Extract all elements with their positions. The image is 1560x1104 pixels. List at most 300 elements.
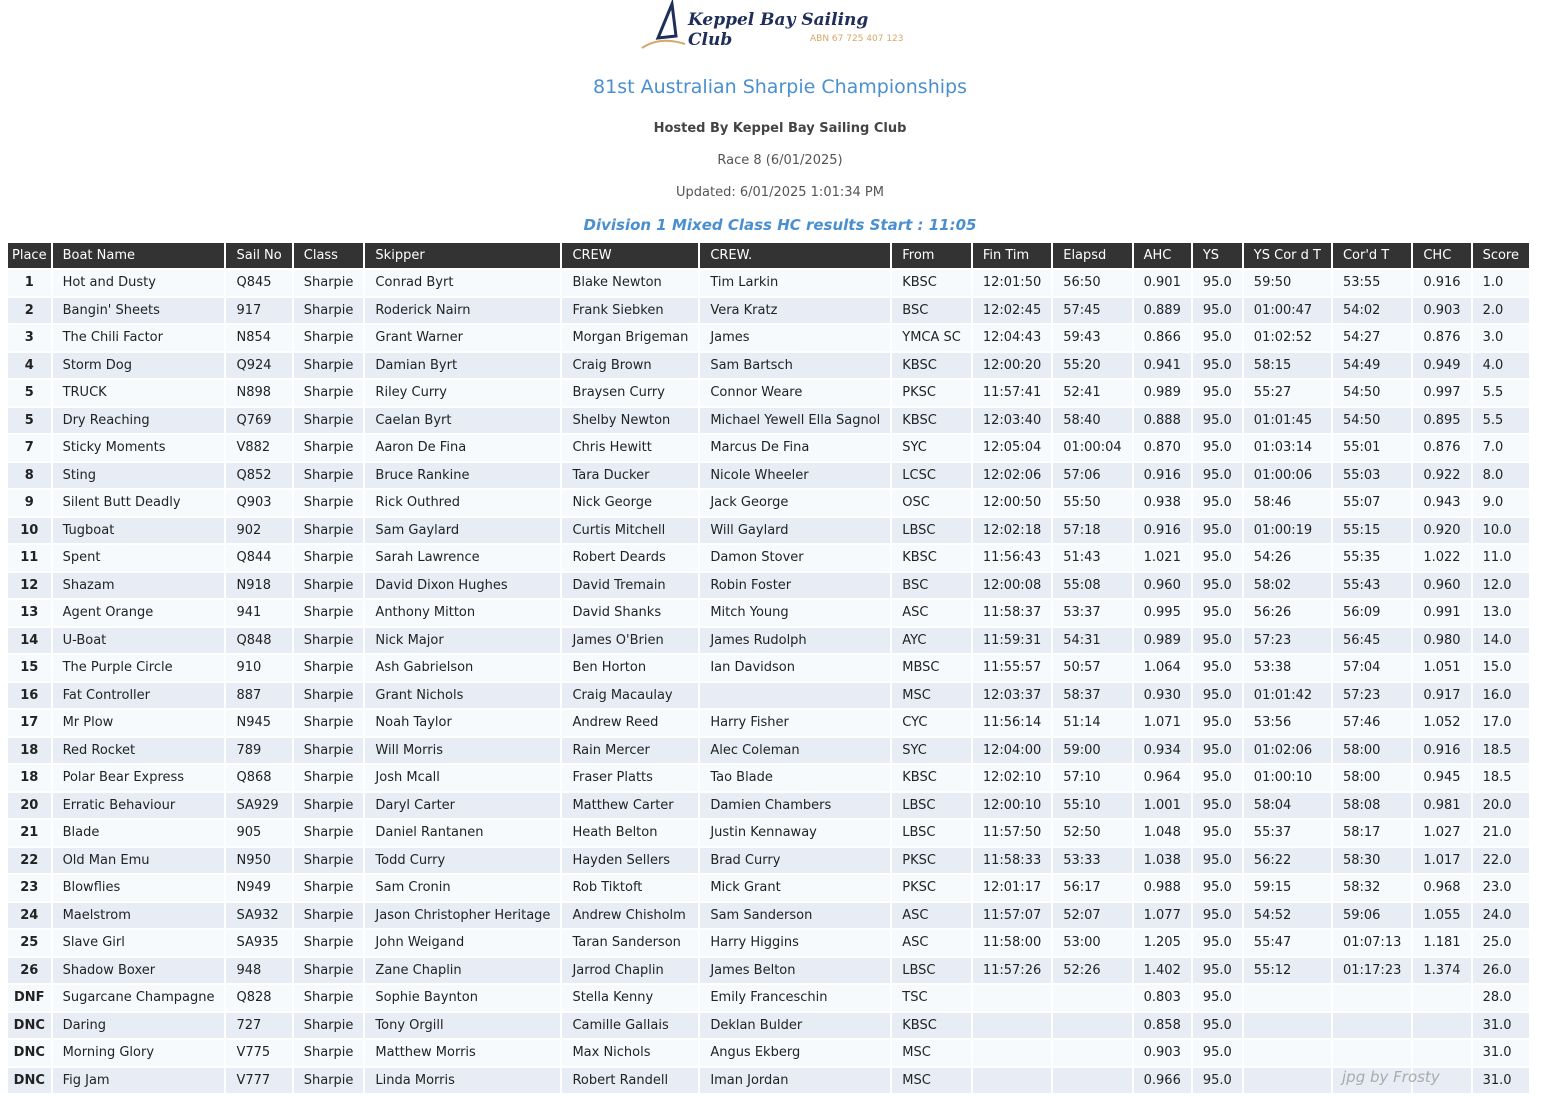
cell-chc: 1.027 bbox=[1413, 820, 1470, 846]
cell-sail-no: Q924 bbox=[226, 353, 291, 379]
cell-elapsd: 57:18 bbox=[1053, 518, 1131, 544]
cell-sail-no: Q903 bbox=[226, 490, 291, 516]
cell-crew: Braysen Curry bbox=[562, 380, 698, 406]
cell-skipper: Grant Nichols bbox=[365, 683, 560, 709]
cell-fin-tim: 12:00:08 bbox=[973, 573, 1051, 599]
cell-crew: Brad Curry bbox=[700, 848, 890, 874]
cell-crew: Vera Kratz bbox=[700, 298, 890, 324]
cell-ys-cor-d-t: 58:46 bbox=[1244, 490, 1331, 516]
cell-crew: Andrew Chisholm bbox=[562, 903, 698, 929]
cell-fin-tim: 11:58:37 bbox=[973, 600, 1051, 626]
cell-score: 23.0 bbox=[1473, 875, 1529, 901]
cell-from: BSC bbox=[892, 573, 971, 599]
cell-crew: Rain Mercer bbox=[562, 738, 698, 764]
cell-class: Sharpie bbox=[294, 1040, 364, 1066]
cell-place: DNC bbox=[8, 1068, 51, 1094]
cell-ahc: 0.989 bbox=[1134, 380, 1191, 406]
cell-skipper: Sophie Baynton bbox=[365, 985, 560, 1011]
cell-chc: 0.916 bbox=[1413, 738, 1470, 764]
cell-score: 18.5 bbox=[1473, 738, 1529, 764]
cell-place: 15 bbox=[8, 655, 51, 681]
cell-place: 5 bbox=[8, 408, 51, 434]
cell-elapsd: 59:43 bbox=[1053, 325, 1131, 351]
cell-score: 10.0 bbox=[1473, 518, 1529, 544]
cell-score: 13.0 bbox=[1473, 600, 1529, 626]
cell-skipper: Tony Orgill bbox=[365, 1013, 560, 1039]
cell-elapsd: 51:14 bbox=[1053, 710, 1131, 736]
cell-cor-d-t: 56:09 bbox=[1333, 600, 1411, 626]
column-header: Sail No bbox=[226, 243, 291, 268]
cell-crew: Mick Grant bbox=[700, 875, 890, 901]
cell-crew: Alec Coleman bbox=[700, 738, 890, 764]
cell-cor-d-t: 55:03 bbox=[1333, 463, 1411, 489]
cell-sail-no: 941 bbox=[226, 600, 291, 626]
cell-from: KBSC bbox=[892, 270, 971, 296]
table-row bbox=[8, 490, 1529, 516]
column-header: AHC bbox=[1134, 243, 1191, 268]
table-row bbox=[8, 765, 1529, 791]
cell-ys: 95.0 bbox=[1193, 408, 1242, 434]
table-row bbox=[8, 903, 1529, 929]
cell-elapsd: 53:37 bbox=[1053, 600, 1131, 626]
cell-crew: Damon Stover bbox=[700, 545, 890, 571]
cell-crew: James Belton bbox=[700, 958, 890, 984]
cell-skipper: Anthony Mitton bbox=[365, 600, 560, 626]
cell-skipper: Ash Gabrielson bbox=[365, 655, 560, 681]
cell-class: Sharpie bbox=[294, 408, 364, 434]
cell-ahc: 1.048 bbox=[1134, 820, 1191, 846]
cell-skipper: Riley Curry bbox=[365, 380, 560, 406]
table-row bbox=[8, 820, 1529, 846]
cell-place: 17 bbox=[8, 710, 51, 736]
cell-place: 1 bbox=[8, 270, 51, 296]
cell-ys-cor-d-t: 55:47 bbox=[1244, 930, 1331, 956]
cell-crew: James bbox=[700, 325, 890, 351]
cell-ys-cor-d-t: 55:37 bbox=[1244, 820, 1331, 846]
cell-ys: 95.0 bbox=[1193, 985, 1242, 1011]
table-row bbox=[8, 738, 1529, 764]
cell-fin-tim: 11:57:41 bbox=[973, 380, 1051, 406]
cell-ys-cor-d-t: 55:12 bbox=[1244, 958, 1331, 984]
cell-from: MSC bbox=[892, 1068, 971, 1094]
cell-cor-d-t: 55:07 bbox=[1333, 490, 1411, 516]
cell-crew bbox=[700, 683, 890, 709]
cell-crew: James Rudolph bbox=[700, 628, 890, 654]
cell-cor-d-t: 54:50 bbox=[1333, 408, 1411, 434]
cell-ys: 95.0 bbox=[1193, 380, 1242, 406]
cell-fin-tim: 12:01:50 bbox=[973, 270, 1051, 296]
cell-place: 4 bbox=[8, 353, 51, 379]
cell-elapsd: 52:26 bbox=[1053, 958, 1131, 984]
cell-crew: Rob Tiktoft bbox=[562, 875, 698, 901]
cell-score: 25.0 bbox=[1473, 930, 1529, 956]
table-row bbox=[8, 408, 1529, 434]
cell-sail-no: 917 bbox=[226, 298, 291, 324]
cell-from: BSC bbox=[892, 298, 971, 324]
cell-fin-tim: 12:00:20 bbox=[973, 353, 1051, 379]
cell-cor-d-t: 55:15 bbox=[1333, 518, 1411, 544]
cell-fin-tim: 11:57:26 bbox=[973, 958, 1051, 984]
cell-skipper: David Dixon Hughes bbox=[365, 573, 560, 599]
column-header: Place bbox=[8, 243, 51, 268]
cell-class: Sharpie bbox=[294, 985, 364, 1011]
cell-crew: Tim Larkin bbox=[700, 270, 890, 296]
cell-ahc: 0.930 bbox=[1134, 683, 1191, 709]
cell-boat-name: Blade bbox=[53, 820, 225, 846]
cell-ys-cor-d-t: 59:50 bbox=[1244, 270, 1331, 296]
cell-sail-no: 910 bbox=[226, 655, 291, 681]
cell-cor-d-t: 58:08 bbox=[1333, 793, 1411, 819]
cell-chc: 1.052 bbox=[1413, 710, 1470, 736]
cell-score: 21.0 bbox=[1473, 820, 1529, 846]
cell-class: Sharpie bbox=[294, 903, 364, 929]
cell-ys: 95.0 bbox=[1193, 1068, 1242, 1094]
table-row bbox=[8, 545, 1529, 571]
cell-ys: 95.0 bbox=[1193, 848, 1242, 874]
cell-fin-tim: 12:02:45 bbox=[973, 298, 1051, 324]
cell-from: KBSC bbox=[892, 408, 971, 434]
cell-crew: Robert Deards bbox=[562, 545, 698, 571]
cell-skipper: Sam Gaylard bbox=[365, 518, 560, 544]
cell-score: 18.5 bbox=[1473, 765, 1529, 791]
cell-ahc: 0.901 bbox=[1134, 270, 1191, 296]
cell-score: 8.0 bbox=[1473, 463, 1529, 489]
cell-crew: Jarrod Chaplin bbox=[562, 958, 698, 984]
cell-from: KBSC bbox=[892, 765, 971, 791]
cell-ahc: 0.916 bbox=[1134, 518, 1191, 544]
cell-score: 5.5 bbox=[1473, 408, 1529, 434]
cell-from: ASC bbox=[892, 600, 971, 626]
cell-elapsd: 54:31 bbox=[1053, 628, 1131, 654]
cell-ys: 95.0 bbox=[1193, 325, 1242, 351]
cell-skipper: Grant Warner bbox=[365, 325, 560, 351]
cell-place: 8 bbox=[8, 463, 51, 489]
cell-cor-d-t: 57:04 bbox=[1333, 655, 1411, 681]
cell-crew: Robert Randell bbox=[562, 1068, 698, 1094]
cell-boat-name: Polar Bear Express bbox=[53, 765, 225, 791]
cell-sail-no: N898 bbox=[226, 380, 291, 406]
cell-chc: 0.949 bbox=[1413, 353, 1470, 379]
cell-place: 26 bbox=[8, 958, 51, 984]
cell-score: 5.5 bbox=[1473, 380, 1529, 406]
cell-crew: Michael Yewell Ella Sagnol bbox=[700, 408, 890, 434]
table-row bbox=[8, 655, 1529, 681]
cell-ys-cor-d-t: 01:02:52 bbox=[1244, 325, 1331, 351]
cell-class: Sharpie bbox=[294, 820, 364, 846]
cell-elapsd: 55:08 bbox=[1053, 573, 1131, 599]
cell-ys-cor-d-t: 54:52 bbox=[1244, 903, 1331, 929]
cell-ys-cor-d-t: 01:03:14 bbox=[1244, 435, 1331, 461]
cell-boat-name: Sugarcane Champagne bbox=[53, 985, 225, 1011]
cell-elapsd: 58:37 bbox=[1053, 683, 1131, 709]
cell-sail-no: 789 bbox=[226, 738, 291, 764]
cell-class: Sharpie bbox=[294, 490, 364, 516]
cell-boat-name: Erratic Behaviour bbox=[53, 793, 225, 819]
table-row bbox=[8, 683, 1529, 709]
cell-sail-no: 902 bbox=[226, 518, 291, 544]
cell-place: 18 bbox=[8, 738, 51, 764]
cell-ahc: 1.205 bbox=[1134, 930, 1191, 956]
cell-place: 25 bbox=[8, 930, 51, 956]
cell-ahc: 0.888 bbox=[1134, 408, 1191, 434]
cell-from: LBSC bbox=[892, 958, 971, 984]
cell-cor-d-t: 54:27 bbox=[1333, 325, 1411, 351]
race-info: Race 8 (6/01/2025) bbox=[717, 153, 843, 168]
cell-ys-cor-d-t: 53:56 bbox=[1244, 710, 1331, 736]
cell-crew: Tao Blade bbox=[700, 765, 890, 791]
cell-score: 26.0 bbox=[1473, 958, 1529, 984]
cell-crew: Robin Foster bbox=[700, 573, 890, 599]
updated-time: Updated: 6/01/2025 1:01:34 PM bbox=[676, 185, 884, 200]
cell-class: Sharpie bbox=[294, 655, 364, 681]
sailboat-icon bbox=[640, 2, 690, 52]
cell-chc: 1.374 bbox=[1413, 958, 1470, 984]
cell-fin-tim: 11:56:43 bbox=[973, 545, 1051, 571]
logo-name: Keppel Bay Sailing Club bbox=[688, 10, 869, 50]
cell-boat-name: The Purple Circle bbox=[53, 655, 225, 681]
cell-score: 31.0 bbox=[1473, 1013, 1529, 1039]
cell-ahc: 0.916 bbox=[1134, 463, 1191, 489]
table-row bbox=[8, 930, 1529, 956]
cell-score: 22.0 bbox=[1473, 848, 1529, 874]
cell-elapsd: 55:10 bbox=[1053, 793, 1131, 819]
column-header: CREW bbox=[562, 243, 698, 268]
cell-ahc: 0.995 bbox=[1134, 600, 1191, 626]
cell-crew: Iman Jordan bbox=[700, 1068, 890, 1094]
table-row bbox=[8, 1068, 1529, 1094]
cell-place: 12 bbox=[8, 573, 51, 599]
cell-cor-d-t: 54:02 bbox=[1333, 298, 1411, 324]
cell-ys-cor-d-t: 01:00:47 bbox=[1244, 298, 1331, 324]
cell-score: 4.0 bbox=[1473, 353, 1529, 379]
results-table bbox=[6, 241, 1531, 1095]
table-row bbox=[8, 628, 1529, 654]
cell-chc: 0.943 bbox=[1413, 490, 1470, 516]
table-row bbox=[8, 875, 1529, 901]
cell-ys-cor-d-t: 01:00:06 bbox=[1244, 463, 1331, 489]
cell-chc: 0.968 bbox=[1413, 875, 1470, 901]
cell-cor-d-t: 58:30 bbox=[1333, 848, 1411, 874]
cell-sail-no: 905 bbox=[226, 820, 291, 846]
cell-from: KBSC bbox=[892, 353, 971, 379]
cell-ahc: 1.402 bbox=[1134, 958, 1191, 984]
cell-ahc: 0.889 bbox=[1134, 298, 1191, 324]
cell-sail-no: 948 bbox=[226, 958, 291, 984]
cell-class: Sharpie bbox=[294, 683, 364, 709]
cell-place: 9 bbox=[8, 490, 51, 516]
cell-fin-tim: 11:59:31 bbox=[973, 628, 1051, 654]
cell-elapsd bbox=[1053, 1013, 1131, 1039]
cell-ahc: 0.989 bbox=[1134, 628, 1191, 654]
table-row bbox=[8, 435, 1529, 461]
cell-crew: Sam Bartsch bbox=[700, 353, 890, 379]
cell-skipper: Conrad Byrt bbox=[365, 270, 560, 296]
cell-ys-cor-d-t bbox=[1244, 1040, 1331, 1066]
cell-class: Sharpie bbox=[294, 600, 364, 626]
column-header: Cor'd T bbox=[1333, 243, 1411, 268]
cell-class: Sharpie bbox=[294, 793, 364, 819]
cell-sail-no: 727 bbox=[226, 1013, 291, 1039]
cell-fin-tim: 12:00:10 bbox=[973, 793, 1051, 819]
cell-chc: 0.997 bbox=[1413, 380, 1470, 406]
cell-fin-tim: 11:55:57 bbox=[973, 655, 1051, 681]
cell-class: Sharpie bbox=[294, 848, 364, 874]
table-row bbox=[8, 1040, 1529, 1066]
cell-elapsd: 56:50 bbox=[1053, 270, 1131, 296]
club-logo bbox=[640, 2, 910, 52]
cell-chc: 0.876 bbox=[1413, 325, 1470, 351]
cell-class: Sharpie bbox=[294, 463, 364, 489]
cell-boat-name: The Chili Factor bbox=[53, 325, 225, 351]
cell-ahc: 1.021 bbox=[1134, 545, 1191, 571]
cell-skipper: Caelan Byrt bbox=[365, 408, 560, 434]
table-row bbox=[8, 353, 1529, 379]
cell-ys: 95.0 bbox=[1193, 875, 1242, 901]
table-row bbox=[8, 958, 1529, 984]
cell-crew: Andrew Reed bbox=[562, 710, 698, 736]
cell-place: 14 bbox=[8, 628, 51, 654]
cell-cor-d-t: 55:35 bbox=[1333, 545, 1411, 571]
cell-chc bbox=[1413, 1013, 1470, 1039]
table-row bbox=[8, 298, 1529, 324]
cell-elapsd: 56:17 bbox=[1053, 875, 1131, 901]
cell-sail-no: Q848 bbox=[226, 628, 291, 654]
cell-ahc: 1.038 bbox=[1134, 848, 1191, 874]
cell-ys: 95.0 bbox=[1193, 600, 1242, 626]
cell-ys: 95.0 bbox=[1193, 353, 1242, 379]
cell-skipper: Daryl Carter bbox=[365, 793, 560, 819]
watermark: jpg by Frosty bbox=[1342, 1068, 1440, 1086]
cell-place: 16 bbox=[8, 683, 51, 709]
cell-chc: 0.991 bbox=[1413, 600, 1470, 626]
cell-elapsd bbox=[1053, 1040, 1131, 1066]
cell-ahc: 1.071 bbox=[1134, 710, 1191, 736]
logo-abn: ABN 67 725 407 123 bbox=[810, 34, 904, 44]
cell-boat-name: Agent Orange bbox=[53, 600, 225, 626]
cell-cor-d-t: 56:45 bbox=[1333, 628, 1411, 654]
cell-crew: Jack George bbox=[700, 490, 890, 516]
cell-score: 3.0 bbox=[1473, 325, 1529, 351]
cell-ahc: 1.001 bbox=[1134, 793, 1191, 819]
cell-ahc: 1.077 bbox=[1134, 903, 1191, 929]
table-row bbox=[8, 600, 1529, 626]
cell-boat-name: Tugboat bbox=[53, 518, 225, 544]
cell-chc: 0.895 bbox=[1413, 408, 1470, 434]
cell-fin-tim bbox=[973, 1013, 1051, 1039]
cell-boat-name: Blowflies bbox=[53, 875, 225, 901]
cell-skipper: Damian Byrt bbox=[365, 353, 560, 379]
cell-skipper: Bruce Rankine bbox=[365, 463, 560, 489]
cell-skipper: Linda Morris bbox=[365, 1068, 560, 1094]
cell-from: LBSC bbox=[892, 518, 971, 544]
cell-class: Sharpie bbox=[294, 435, 364, 461]
cell-fin-tim bbox=[973, 985, 1051, 1011]
cell-from: MSC bbox=[892, 683, 971, 709]
cell-boat-name: Fat Controller bbox=[53, 683, 225, 709]
cell-elapsd bbox=[1053, 985, 1131, 1011]
cell-crew: Connor Weare bbox=[700, 380, 890, 406]
cell-chc bbox=[1413, 985, 1470, 1011]
cell-ys: 95.0 bbox=[1193, 573, 1242, 599]
cell-ys: 95.0 bbox=[1193, 490, 1242, 516]
cell-ys: 95.0 bbox=[1193, 655, 1242, 681]
table-row bbox=[8, 325, 1529, 351]
cell-chc: 0.916 bbox=[1413, 270, 1470, 296]
cell-fin-tim bbox=[973, 1040, 1051, 1066]
cell-crew: Marcus De Fina bbox=[700, 435, 890, 461]
cell-sail-no: N918 bbox=[226, 573, 291, 599]
cell-from: MSC bbox=[892, 1040, 971, 1066]
cell-sail-no: V775 bbox=[226, 1040, 291, 1066]
cell-place: 3 bbox=[8, 325, 51, 351]
cell-cor-d-t: 54:49 bbox=[1333, 353, 1411, 379]
cell-score: 31.0 bbox=[1473, 1068, 1529, 1094]
cell-elapsd: 52:50 bbox=[1053, 820, 1131, 846]
cell-class: Sharpie bbox=[294, 765, 364, 791]
cell-from: TSC bbox=[892, 985, 971, 1011]
cell-ahc: 0.870 bbox=[1134, 435, 1191, 461]
cell-crew: Curtis Mitchell bbox=[562, 518, 698, 544]
cell-class: Sharpie bbox=[294, 1068, 364, 1094]
cell-ys-cor-d-t bbox=[1244, 1068, 1331, 1094]
cell-elapsd bbox=[1053, 1068, 1131, 1094]
cell-crew: David Tremain bbox=[562, 573, 698, 599]
cell-ahc: 0.903 bbox=[1134, 1040, 1191, 1066]
cell-boat-name: Shazam bbox=[53, 573, 225, 599]
cell-skipper: Nick Major bbox=[365, 628, 560, 654]
cell-place: 18 bbox=[8, 765, 51, 791]
cell-class: Sharpie bbox=[294, 875, 364, 901]
cell-cor-d-t: 58:00 bbox=[1333, 765, 1411, 791]
cell-place: 11 bbox=[8, 545, 51, 571]
cell-crew: Chris Hewitt bbox=[562, 435, 698, 461]
cell-from: LCSC bbox=[892, 463, 971, 489]
cell-class: Sharpie bbox=[294, 325, 364, 351]
cell-sail-no: 887 bbox=[226, 683, 291, 709]
cell-boat-name: Slave Girl bbox=[53, 930, 225, 956]
cell-fin-tim: 12:02:10 bbox=[973, 765, 1051, 791]
cell-cor-d-t bbox=[1333, 985, 1411, 1011]
cell-place: 23 bbox=[8, 875, 51, 901]
cell-ys-cor-d-t: 58:02 bbox=[1244, 573, 1331, 599]
cell-class: Sharpie bbox=[294, 738, 364, 764]
cell-elapsd: 55:50 bbox=[1053, 490, 1131, 516]
cell-score: 14.0 bbox=[1473, 628, 1529, 654]
column-header: YS Cor d T bbox=[1244, 243, 1331, 268]
cell-class: Sharpie bbox=[294, 270, 364, 296]
cell-class: Sharpie bbox=[294, 1013, 364, 1039]
cell-from: YMCA SC bbox=[892, 325, 971, 351]
cell-ys-cor-d-t: 59:15 bbox=[1244, 875, 1331, 901]
cell-fin-tim: 11:57:07 bbox=[973, 903, 1051, 929]
cell-place: 2 bbox=[8, 298, 51, 324]
cell-place: 24 bbox=[8, 903, 51, 929]
cell-place: 13 bbox=[8, 600, 51, 626]
cell-boat-name: Spent bbox=[53, 545, 225, 571]
cell-score: 17.0 bbox=[1473, 710, 1529, 736]
cell-score: 1.0 bbox=[1473, 270, 1529, 296]
cell-cor-d-t: 53:55 bbox=[1333, 270, 1411, 296]
cell-ys: 95.0 bbox=[1193, 435, 1242, 461]
column-header: Skipper bbox=[365, 243, 560, 268]
cell-crew: David Shanks bbox=[562, 600, 698, 626]
cell-chc: 0.917 bbox=[1413, 683, 1470, 709]
cell-score: 2.0 bbox=[1473, 298, 1529, 324]
hosted-by: Hosted By Keppel Bay Sailing Club bbox=[653, 121, 907, 136]
cell-sail-no: Q844 bbox=[226, 545, 291, 571]
cell-score: 16.0 bbox=[1473, 683, 1529, 709]
cell-crew: Blake Newton bbox=[562, 270, 698, 296]
